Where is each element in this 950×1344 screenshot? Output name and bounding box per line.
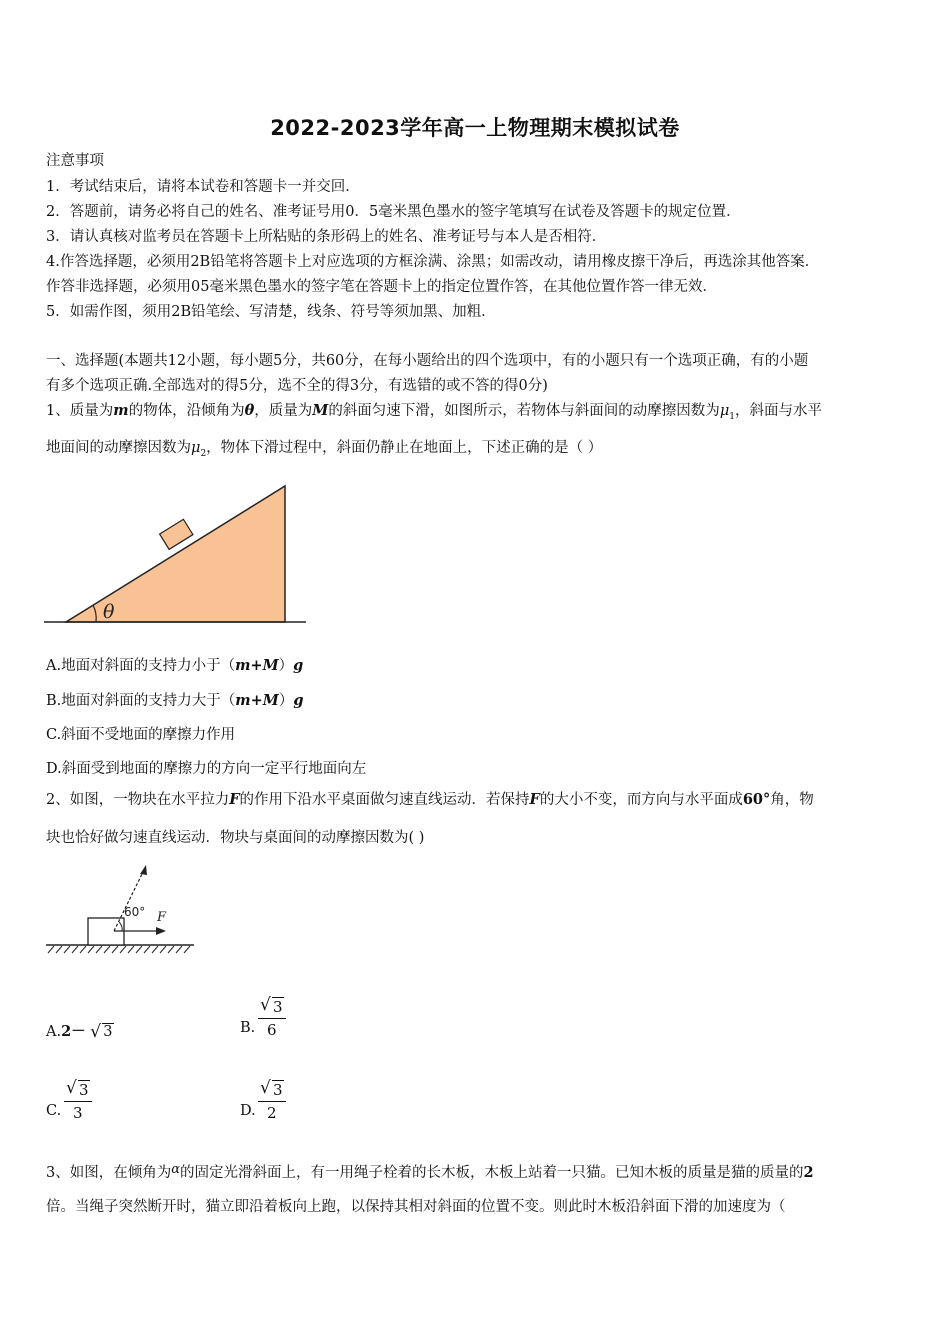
q1-option-d: D.斜面受到地面的摩擦力的方向一定平行地面向左	[46, 761, 367, 777]
q2-block-figure	[44, 860, 199, 960]
table-hatching	[48, 946, 190, 953]
fig-force-label: F	[157, 910, 167, 925]
q2-option-c-label: C.	[46, 1103, 62, 1119]
q2-option-a: A.2－ √ 3	[46, 1022, 113, 1042]
notice-heading: 注意事项	[46, 153, 104, 169]
q1-stem-line1	[46, 401, 916, 427]
q1-text: ，质量为	[254, 403, 313, 419]
notice-item-3: 3．请认真核对监考员在答题卡上所粘贴的条形码上的姓名、准考证号与本人是否相符．	[46, 229, 607, 245]
page-title: 2022-2023学年高一上物理期末模拟试卷	[270, 116, 680, 140]
q1-text: ，斜面与水平	[734, 403, 822, 419]
q3-var-alpha: α	[171, 1162, 181, 1177]
incline-triangle	[66, 486, 285, 622]
q1-var-m: m	[113, 402, 129, 419]
angled-force-arrow	[114, 870, 144, 931]
q2-angle: 60°	[742, 791, 771, 808]
section-heading-line2: 有多个选项正确.全部选对的得5分，选不全的得3分，有选错的或不答的得0分)	[46, 378, 548, 394]
notice-item-2: 2．答题前，请务必将自己的姓名、准考证号用0．5毫米黑色墨水的签字笔填写在试卷及答题卡的规定位置．	[46, 204, 741, 220]
q2-option-c-fraction: √ 3 3	[64, 1079, 92, 1124]
notice-item-1: 1．考试结束后，请将本试卷和答题卡一并交回．	[46, 179, 360, 195]
angle-label-theta: θ	[103, 601, 115, 623]
section-heading-line1: 一、选择题(本题共12小题，每小题5分，共60分，在每小题给出的四个选项中，有的小题只有一个选项正确，有的小题	[46, 353, 809, 369]
q1-option-c: C.斜面不受地面的摩擦力作用	[46, 727, 236, 743]
q3-stem-line1: 3、如图，在倾角为α的固定光滑斜面上，有一用绳子栓着的长木板，木板上站着一只猫。已知木板的质量是猫的质量的2	[46, 1162, 814, 1181]
q1-option-a: A.地面对斜面的支持力小于（m+M）g	[46, 657, 304, 674]
sqrt-symbol: √ 3	[90, 1022, 113, 1042]
q3-stem-line2: 倍。当绳子突然断开时，猫立即沿着板向上跑，以保持其相对斜面的位置不变。则此时木板沿斜面下滑的加速度为（	[46, 1199, 786, 1215]
sliding-block	[160, 519, 193, 549]
q2-option-b-fraction: √ 3 6	[258, 996, 286, 1041]
q1-text: 地面间的动摩擦因数为	[46, 440, 191, 456]
notice-item-4-cont: 作答非选择题，必须用05毫米黑色墨水的签字笔在答题卡上的指定位置作答，在其他位置作答一律无效．	[46, 279, 717, 295]
q2-stem-line2: 块也恰好做匀速直线运动．物块与桌面间的动摩擦因数为( )	[46, 830, 425, 846]
q1-sub-2: 2	[200, 448, 207, 459]
notice-item-4: 4.作答选择题，必须用2B铅笔将答题卡上对应选项的方框涂满、涂黑；如需改动，请用橡皮擦干净后，再选涂其他答案．	[46, 254, 820, 270]
q2-var-F: F	[529, 791, 540, 808]
q1-text: ，物体下滑过程中，斜面仍静止在地面上，下述正确的是（ ）	[206, 440, 603, 456]
q1-incline-figure	[44, 480, 309, 630]
q2-option-d-label: D.	[240, 1103, 256, 1119]
q2-option-b-label: B.	[240, 1020, 256, 1036]
q1-var-M: M	[312, 402, 329, 419]
q1-option-b: B.地面对斜面的支持力大于（m+M）g	[46, 692, 304, 709]
q2-option-d-fraction: √ 3 2	[258, 1079, 286, 1124]
q1-var-theta: θ	[244, 402, 255, 419]
q1-text: 的斜面匀速下滑，如图所示，若物体与斜面间的动摩擦因数为	[328, 403, 720, 419]
q1-stem-line2	[46, 438, 916, 464]
q1-sub-1: 1	[729, 411, 735, 422]
q1-var-mu2: μ	[191, 440, 201, 456]
q2-stem-line1: 2、如图，一物块在水平拉力F的作用下沿水平桌面做匀速直线运动．若保持F的大小不变，而方向与水平面成60°角，物	[46, 791, 814, 808]
q1-text: 1、质量为	[46, 403, 114, 419]
q2-var-F: F	[229, 791, 240, 808]
q1-var-mu1: μ	[719, 403, 730, 419]
fig-angle-label: 60°	[124, 905, 146, 919]
q1-text: 的物体，沿倾角为	[128, 403, 245, 419]
notice-item-5: 5．如需作图，须用2B铅笔绘、写清楚，线条、符号等须加黑、加粗．	[46, 304, 496, 320]
horizontal-arrowhead	[156, 927, 166, 935]
angled-arrowhead	[140, 865, 147, 875]
